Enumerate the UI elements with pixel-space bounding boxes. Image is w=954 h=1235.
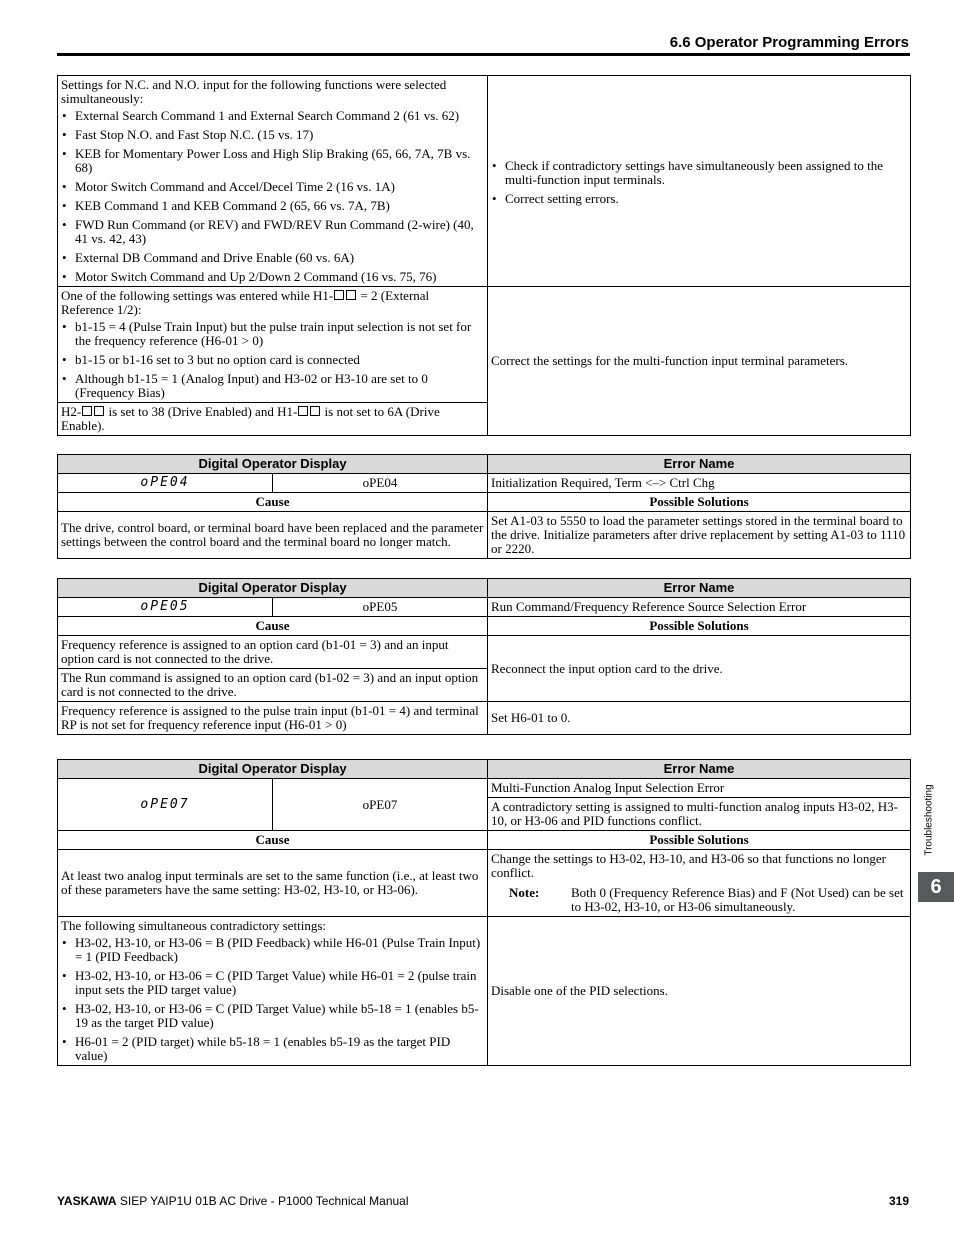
error-name: Initialization Required, Term <–> Ctrl Chg <box>488 474 911 493</box>
placeholder-box-icon <box>334 290 344 300</box>
list-item: • Motor Switch Command and Up 2/Down 2 Command (16 vs. 75, 76) <box>75 270 484 284</box>
list-item: • KEB for Momentary Power Loss and High Slip Braking (65, 66, 7A, 7B vs. 68) <box>75 147 484 175</box>
brand-name: YASKAWA <box>57 1194 117 1208</box>
display-header: Digital Operator Display <box>58 455 488 474</box>
solution-list <box>491 159 907 206</box>
display-header: Digital Operator Display <box>58 760 488 779</box>
list-item: • b1-15 or b1-16 set to 3 but no option card is connected <box>75 353 484 367</box>
table-header-row <box>58 760 911 779</box>
solutions-header: Possible Solutions <box>488 617 911 636</box>
cause-cell: H2- is set to 38 (Drive Enabled) and H1- is not set to 6A (Drive Enable). <box>58 403 488 436</box>
solution-cell: Correct the settings for the multi-function input terminal parameters. <box>488 287 911 436</box>
error-name: Run Command/Frequency Reference Source Selection Error <box>488 598 911 617</box>
error-name-header: Error Name <box>488 455 911 474</box>
cause-header: Cause <box>58 831 488 850</box>
placeholder-box-icon <box>298 406 308 416</box>
table-header-row <box>58 579 911 598</box>
table-header-row <box>58 455 911 474</box>
list-item: • Check if contradictory settings have simultaneously been assigned to the multi-function input terminals. <box>505 159 907 187</box>
ope04-table <box>57 454 911 559</box>
table-row <box>58 779 911 798</box>
error-name-header: Error Name <box>488 760 911 779</box>
list-item: • Correct setting errors. <box>505 192 907 206</box>
error-code: oPE07 <box>273 779 488 831</box>
cause-cell: Frequency reference is assigned to an option card (b1-01 = 3) and an input option card is not connected to the drive. <box>58 636 488 669</box>
error-code: oPE05 <box>273 598 488 617</box>
page-header-title: 6.6 Operator Programming Errors <box>669 34 909 51</box>
solution-cell: Set H6-01 to 0. <box>488 702 911 735</box>
section-tab-label: Troubleshooting <box>923 784 935 856</box>
list-item: • H3-02, H3-10, or H3-06 = C (PID Target Value) while b5-18 = 1 (enables b5-19 as the target PID value) <box>75 1002 484 1030</box>
error-name: Multi-Function Analog Input Selection Error <box>488 779 911 798</box>
table-row <box>58 702 911 735</box>
cause-cell <box>58 917 488 1066</box>
segment-display: oPE07 <box>58 779 273 831</box>
solution-cell: Disable one of the PID selections. <box>488 917 911 1066</box>
table-row <box>58 850 911 917</box>
placeholder-box-icon <box>346 290 356 300</box>
table-header-row <box>58 617 911 636</box>
placeholder-box-icon <box>94 406 104 416</box>
error-description: A contradictory setting is assigned to multi-function analog inputs H3-02, H3-10, or H3-06 and PID functions conflict. <box>488 798 911 831</box>
solution-cell: Reconnect the input option card to the drive. <box>488 636 911 702</box>
cause-list <box>61 936 484 1063</box>
solution-cell <box>488 76 911 287</box>
list-item: • H3-02, H3-10, or H3-06 = B (PID Feedback) while H6-01 (Pulse Train Input) = 1 (PID Feedback) <box>75 936 484 964</box>
segment-display: oPE05 <box>58 598 273 617</box>
list-item: • External Search Command 1 and External Search Command 2 (61 vs. 62) <box>75 109 484 123</box>
cause-cell: The Run command is assigned to an option card (b1-02 = 3) and an input option card is not connected to the drive. <box>58 669 488 702</box>
chapter-tab: 6 <box>918 872 954 902</box>
cause-intro: One of the following settings was entered while H1- = 2 (External Reference 1/2): <box>61 288 430 317</box>
footer-manual <box>57 1194 409 1208</box>
table-row <box>58 917 911 1066</box>
table-row <box>58 76 911 287</box>
manual-title: SIEP YAIP1U 01B AC Drive - P1000 Technical Manual <box>119 1194 409 1208</box>
ope05-table <box>57 578 911 735</box>
continued-cause-table <box>57 75 911 436</box>
solution-cell: Set A1-03 to 5550 to load the parameter settings stored in the terminal board to the drive. Initialize parameters after drive replacement by setting A1-03 to 1110 or 2220. <box>488 512 911 559</box>
solutions-header: Possible Solutions <box>488 493 911 512</box>
solutions-header: Possible Solutions <box>488 831 911 850</box>
cause-header: Cause <box>58 617 488 636</box>
cause-cell <box>58 287 488 403</box>
display-header: Digital Operator Display <box>58 579 488 598</box>
table-header-row <box>58 493 911 512</box>
cause-list <box>61 109 484 284</box>
list-item: • FWD Run Command (or REV) and FWD/REV Run Command (2-wire) (40, 41 vs. 42, 43) <box>75 218 484 246</box>
solution-text: Change the settings to H3-02, H3-10, and H3-06 so that functions no longer conflict. <box>491 851 886 880</box>
table-row <box>58 474 911 493</box>
list-item: • Fast Stop N.O. and Fast Stop N.C. (15 vs. 17) <box>75 128 484 142</box>
note <box>491 886 907 914</box>
cause-header: Cause <box>58 493 488 512</box>
table-row <box>58 512 911 559</box>
table-row <box>58 636 911 669</box>
error-name-header: Error Name <box>488 579 911 598</box>
placeholder-box-icon <box>310 406 320 416</box>
cause-intro: Settings for N.C. and N.O. input for the following functions were selected simultaneously: <box>61 77 447 106</box>
list-item: • b1-15 = 4 (Pulse Train Input) but the pulse train input selection is not set for the frequency reference (H6-01 > 0) <box>75 320 484 348</box>
cause-cell: Frequency reference is assigned to the pulse train input (b1-01 = 4) and terminal RP is not set for frequency reference input (H6-01 > 0) <box>58 702 488 735</box>
list-item: • H6-01 = 2 (PID target) while b5-18 = 1 (enables b5-19 as the target PID value) <box>75 1035 484 1063</box>
cause-cell: The drive, control board, or terminal board have been replaced and the parameter settings between the control board and the terminal board no longer match. <box>58 512 488 559</box>
cause-intro: The following simultaneous contradictory settings: <box>61 918 327 933</box>
table-header-row <box>58 831 911 850</box>
cause-cell: At least two analog input terminals are set to the same function (i.e., at least two of these parameters have the same setting: H3-02, H3-10, or H3-06). <box>58 850 488 917</box>
table-row <box>58 598 911 617</box>
list-item: • Motor Switch Command and Accel/Decel Time 2 (16 vs. 1A) <box>75 180 484 194</box>
page-number: 319 <box>888 1194 909 1208</box>
placeholder-box-icon <box>82 406 92 416</box>
list-item: • External DB Command and Drive Enable (60 vs. 6A) <box>75 251 484 265</box>
header-rule <box>57 53 910 56</box>
segment-display: oPE04 <box>58 474 273 493</box>
solution-cell <box>488 850 911 917</box>
cause-cell <box>58 76 488 287</box>
ope07-table <box>57 759 911 1066</box>
list-item: • H3-02, H3-10, or H3-06 = C (PID Target Value) while H6-01 = 2 (pulse train input sets the PID target value) <box>75 969 484 997</box>
list-item: • Although b1-15 = 1 (Analog Input) and H3-02 or H3-10 are set to 0 (Frequency Bias) <box>75 372 484 400</box>
note-label: Note: <box>509 885 540 900</box>
note-text: Both 0 (Frequency Reference Bias) and F (Not Used) can be set to H3-02, H3-10, or H3-06 simultaneously. <box>571 885 904 914</box>
error-code: oPE04 <box>273 474 488 493</box>
cause-list <box>61 320 484 400</box>
table-row <box>58 287 911 403</box>
list-item: • KEB Command 1 and KEB Command 2 (65, 66 vs. 7A, 7B) <box>75 199 484 213</box>
